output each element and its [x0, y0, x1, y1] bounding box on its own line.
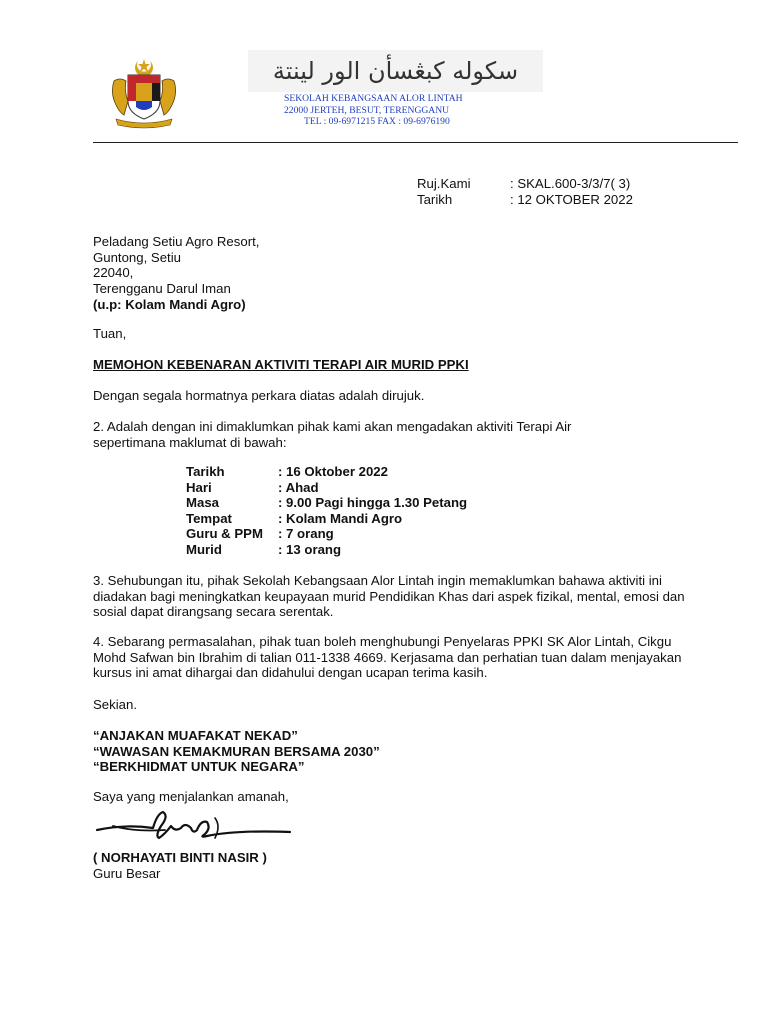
letterhead-text	[284, 93, 463, 128]
detail-value: : Kolam Mandi Agro	[278, 510, 403, 526]
recipient-attention: (u.p: Kolam Mandi Agro)	[93, 296, 246, 312]
recipient-address	[93, 234, 259, 313]
signoff: Saya yang menjalankan amanah,	[93, 789, 289, 804]
detail-row	[186, 464, 467, 480]
motto-line: “WAWASAN KEMAKMURAN BERSAMA 2030”	[93, 743, 380, 759]
school-name-calligraphy	[248, 50, 543, 92]
recipient-line: Terengganu Darul Iman	[93, 281, 231, 297]
detail-row	[186, 526, 467, 542]
salutation: Tuan,	[93, 326, 127, 341]
signer-title: Guru Besar	[93, 865, 161, 881]
activity-details	[186, 464, 467, 558]
school-name: SEKOLAH KEBANGSAAN ALOR LINTAH	[284, 93, 463, 104]
signer-name: ( NORHAYATI BINTI NASIR )	[93, 850, 267, 865]
school-contact: TEL : 09-6971215 FAX : 09-6976190	[304, 116, 450, 127]
detail-label: Tarikh	[186, 464, 225, 479]
reference-value: : SKAL.600-3/3/7( 3)	[510, 176, 631, 191]
mottos	[93, 728, 380, 775]
recipient-line: Guntong, Setiu	[93, 249, 181, 265]
paragraph-4: 4. Sebarang permasalahan, pihak tuan boleh menghubungi Penyelaras PPKI SK Alor Lintah, Cikgu Mohd Safwan bin Ibrahim di talian 011-1338 4669. Kerjasama dan perhatian tuan dalam menjayakan kursus ini amat dihargai dan didahului dengan ucapan terima kasih.	[93, 634, 682, 681]
detail-label: Murid	[186, 541, 222, 557]
motto-line: “BERKHIDMAT UNTUK NEGARA”	[93, 759, 305, 774]
letter-subject: MEMOHON KEBENARAN AKTIVITI TERAPI AIR MURID PPKI	[93, 357, 469, 372]
signer-block	[93, 850, 267, 881]
motto-line: “ANJAKAN MUAFAKAT NEKAD”	[93, 728, 298, 743]
detail-label: Guru & PPM	[186, 526, 263, 542]
recipient-line: 22040,	[93, 265, 134, 281]
recipient-line: Peladang Setiu Agro Resort,	[93, 234, 260, 249]
reference-block	[417, 176, 633, 207]
detail-row	[186, 495, 467, 511]
school-name-jawi: سكوله كبڠسأن الور لينتة	[272, 57, 519, 85]
detail-value: : 7 orang	[278, 526, 334, 542]
paragraph-2: 2. Adalah dengan ini dimaklumkan pihak kami akan mengadakan aktiviti Terapi Air sepertimana maklumat di bawah:	[93, 419, 572, 450]
detail-row	[186, 480, 467, 496]
coat-of-arms-icon	[108, 57, 180, 129]
signature-image	[95, 806, 295, 846]
detail-value: : Ahad	[278, 479, 319, 495]
header-divider	[93, 142, 738, 143]
detail-value: : 9.00 Pagi hingga 1.30 Petang	[278, 495, 468, 511]
detail-row	[186, 511, 467, 527]
school-address: 22000 JERTEH, BESUT, TERENGGANU	[284, 104, 450, 116]
paragraph-3: 3. Sehubungan itu, pihak Sekolah Kebangsaan Alor Lintah ingin memaklumkan bahawa aktiviti ini diadakan bagi meningkatkan keupayaan murid Pendidikan Khas dari aspek fizikal, mental, emosi dan sosial dapat dirangsang secara serentak.	[93, 573, 685, 620]
paragraph-1: Dengan segala hormatnya perkara diatas adalah dirujuk.	[93, 388, 425, 403]
date-value: : 12 OKTOBER 2022	[510, 191, 633, 207]
detail-value: : 16 Oktober 2022	[278, 464, 388, 479]
detail-row	[186, 542, 467, 558]
detail-label: Tempat	[186, 510, 232, 526]
date-label: Tarikh	[417, 191, 453, 207]
closing: Sekian.	[93, 697, 137, 712]
detail-label: Masa	[186, 495, 219, 511]
detail-label: Hari	[186, 479, 212, 495]
reference-label: Ruj.Kami	[417, 176, 471, 191]
detail-value: : 13 orang	[278, 541, 342, 557]
